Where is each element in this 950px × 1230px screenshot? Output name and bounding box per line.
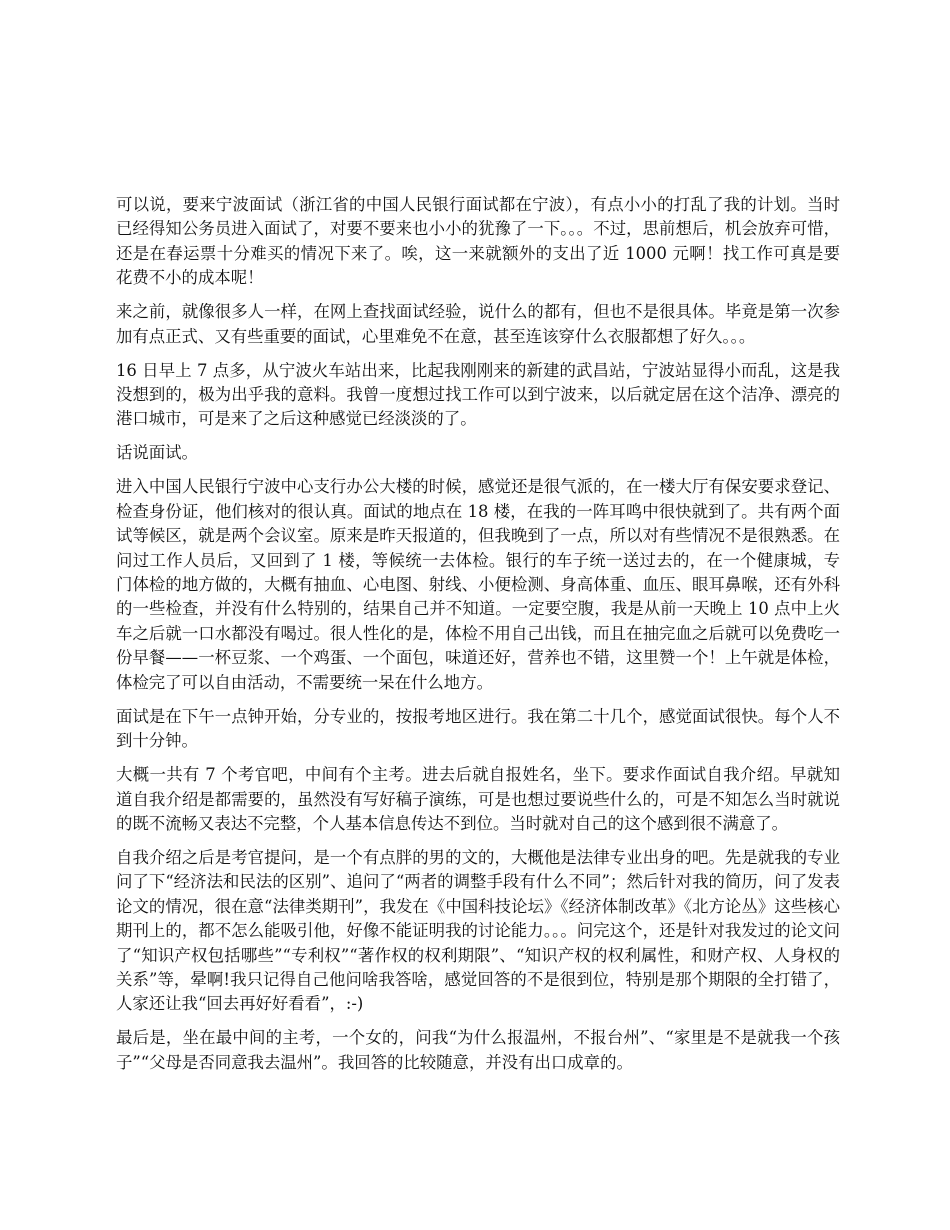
- paragraph-3: 16 日早上 7 点多，从宁波火车站出来，比起我刚刚来的新建的武昌站，宁波站显得小而乱，这是我没想到的，极为出乎我的意料。我曾一度想过找工作可以到宁波来，以后就定居在这个洁净、漂亮的港口城市，可是来了之后这种感觉已经淡淡的了。: [116, 360, 840, 429]
- paragraph-2: 来之前，就像很多人一样，在网上查找面试经验，说什么的都有，但也不是很具体。毕竟是第一次参加有点正式、又有些重要的面试，心里难免不在意，甚至连该穿什么衣服都想了好久。。。: [116, 302, 840, 346]
- paragraph-6: 面试是在下午一点钟开始，分专业的，按报考地区进行。我在第二十几个，感觉面试很快。每个人不到十分钟。: [116, 706, 840, 751]
- paragraph-8: 自我介绍之后是考官提问，是一个有点胖的男的文的，大概他是法律专业出身的吧。先是就我的专业问了下“经济法和民法的区别”、追问了“两者的调整手段有什么不同”；然后针对我的简历，问了发表论文的情况，很在意“法律类期刊”，我发在《中国科技论坛》《经济体制改革》《北方论丛》这些核心期刊上的，都不怎么能吸引他，好像不能证明我的讨论能力。。。问完这个，还是针对我发过的论文问了“知识产权包括哪些”“专利权”“著作权的权利期限”、“知识产权的权利属性，和财产权、人身权的关系”等，晕啊!我只记得自己他问啥我答啥，感觉回答的不是很到位，特别是那个期限的全打错了，人家还让我“回去再好好看看”，:-): [116, 847, 840, 1014]
- paragraph-9: 最后是，坐在最中间的主考，一个女的，问我“为什么报温州，不报台州”、“家里是不是就我一个孩子”“父母是否同意我去温州”。我回答的比较随意，并没有出口成章的。: [116, 1028, 840, 1072]
- paragraph-7: 大概一共有 7 个考官吧，中间有个主考。进去后就自报姓名，坐下。要求作面试自我介绍。早就知道自我介绍是都需要的，虽然没有写好稿子演练，可是也想过要说些什么的，可是不知怎么当时就说的既不流畅又表达不完整，个人基本信息传达不到位。当时就对自己的这个感到很不满意了。: [116, 765, 840, 833]
- document-body: [116, 193, 840, 1085]
- paragraph-4: 话说面试。: [116, 443, 198, 463]
- paragraph-1: 可以说，要来宁波面试（浙江省的中国人民银行面试都在宁波），有点小小的打乱了我的计划。当时已经得知公务员进入面试了，对要不要来也小小的犹豫了一下。。。不过，思前想后，机会放弃可惜，还是在春运票十分难买的情况下来了。唉，这一来就额外的支出了近 1000 元啊！找工作可真是要花费不小的成本呢！: [116, 195, 840, 288]
- paragraph-5: 进入中国人民银行宁波中心支行办公大楼的时候，感觉还是很气派的，在一楼大厅有保安要求登记、检查身份证，他们核对的很认真。面试的地点在 18 楼，在我的一阵耳鸣中很快就到了。共有两个面试等候区，就是两个会议室。原来是昨天报道的，但我晚到了一点，所以对有些情况不是很熟悉。在问过工作人员后，又回到了 1 楼，等候统一去体检。银行的车子统一送过去的，在一个健康城，专门体检的地方做的，大概有抽血、心电图、射线、小便检测、身高体重、血压、眼耳鼻喉，还有外科的一些检查，并没有什么特别的，结果自己并不知道。一定要空腹，我是从前一天晚上 10 点中上火车之后就一口水都没有喝过。很人性化的是，体检不用自己出钱，而且在抽完血之后就可以免费吃一份早餐——一杯豆浆、一个鸡蛋、一个面包，味道还好，营养也不错，这里赞一个！上午就是体检，体检完了可以自由活动，不需要统一呆在什么地方。: [116, 477, 840, 692]
